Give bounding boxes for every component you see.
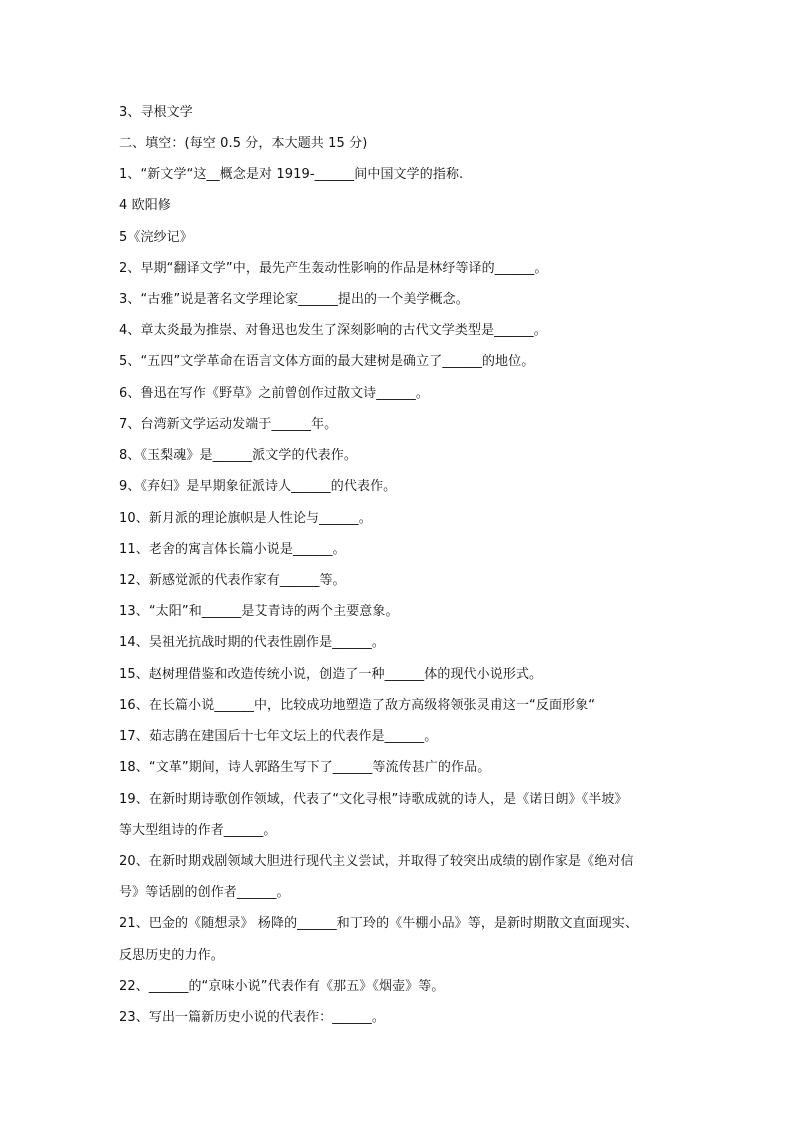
question-20-continued: 号》等话剧的创作者______。	[119, 885, 290, 900]
question-20: 20、在新时期戏剧领域大胆进行现代主义尝试，并取得了较突出成绩的剧作家是《绝对信	[119, 854, 634, 869]
question-16: 16、在长篇小说______中，比较成功地塑造了敌方高级将领张灵甫这一“反面形象“	[119, 698, 596, 713]
question-9: 9、《弃妇》是早期象征派诗人______的代表作。	[119, 479, 397, 494]
question-13: 13、“太阳”和______是艾青诗的两个主要意象。	[119, 604, 399, 619]
section-item-3: 3、寻根文学	[119, 105, 193, 120]
section-heading-fill-in: 二、填空：(每空 0.5 分，本大题共 15 分)	[119, 136, 368, 151]
question-14: 14、吴祖光抗战时期的代表性剧作是______。	[119, 635, 385, 650]
question-6: 6、鲁迅在写作《野草》之前曾创作过散文诗______。	[119, 386, 429, 401]
question-23: 23、写出一篇新历史小说的代表作：______。	[119, 1010, 385, 1025]
question-2: 2、早期“翻译文学”中，最先产生轰动性影响的作品是林纾等译的______。	[119, 261, 548, 276]
question-7: 7、台湾新文学运动发端于______年。	[119, 417, 338, 432]
question-4: 4、章太炎最为推崇、对鲁迅也发生了深刻影响的古代文学类型是______。	[119, 323, 547, 338]
answer-line-5: 5《浣纱记》	[119, 230, 193, 245]
question-11: 11、老舍的寓言体长篇小说是______。	[119, 542, 346, 557]
question-3: 3、“古雅”说是著名文学理论家______提出的一个美学概念。	[119, 292, 469, 307]
question-19-continued: 等大型组诗的作者______。	[119, 823, 277, 838]
question-15: 15、赵树理借鉴和改造传统小说，创造了一种______体的现代小说形式。	[119, 667, 543, 682]
question-18: 18、“文革”期间，诗人郭路生写下了______等流传甚广的作品。	[119, 760, 491, 775]
question-8: 8、《玉梨魂》是______派文学的代表作。	[119, 448, 357, 463]
question-17: 17、茹志鹃在建国后十七年文坛上的代表作是______。	[119, 729, 438, 744]
question-19: 19、在新时期诗歌创作领域，代表了“文化寻根”诗歌成就的诗人，是《诺日朗》《半坡》	[119, 792, 628, 807]
question-12: 12、新感觉派的代表作家有______等。	[119, 573, 346, 588]
answer-line-4: 4 欧阳修	[119, 198, 171, 213]
question-10: 10、新月派的理论旗帜是人性论与______。	[119, 511, 372, 526]
question-22: 22、______的“京味小说”代表作有《那五》《烟壶》等。	[119, 979, 445, 994]
question-1: 1、“新文学“这__概念是对 1919-______间中国文学的指称.	[119, 167, 464, 182]
question-21: 21、巴金的《随想录》 杨降的______和丁玲的《牛棚小品》等，是新时期散文直面现实、	[119, 916, 639, 931]
question-5: 5、“五四”文学革命在语言文体方面的最大建树是确立了______的地位。	[119, 354, 535, 369]
question-21-continued: 反思历史的力作。	[119, 948, 224, 963]
